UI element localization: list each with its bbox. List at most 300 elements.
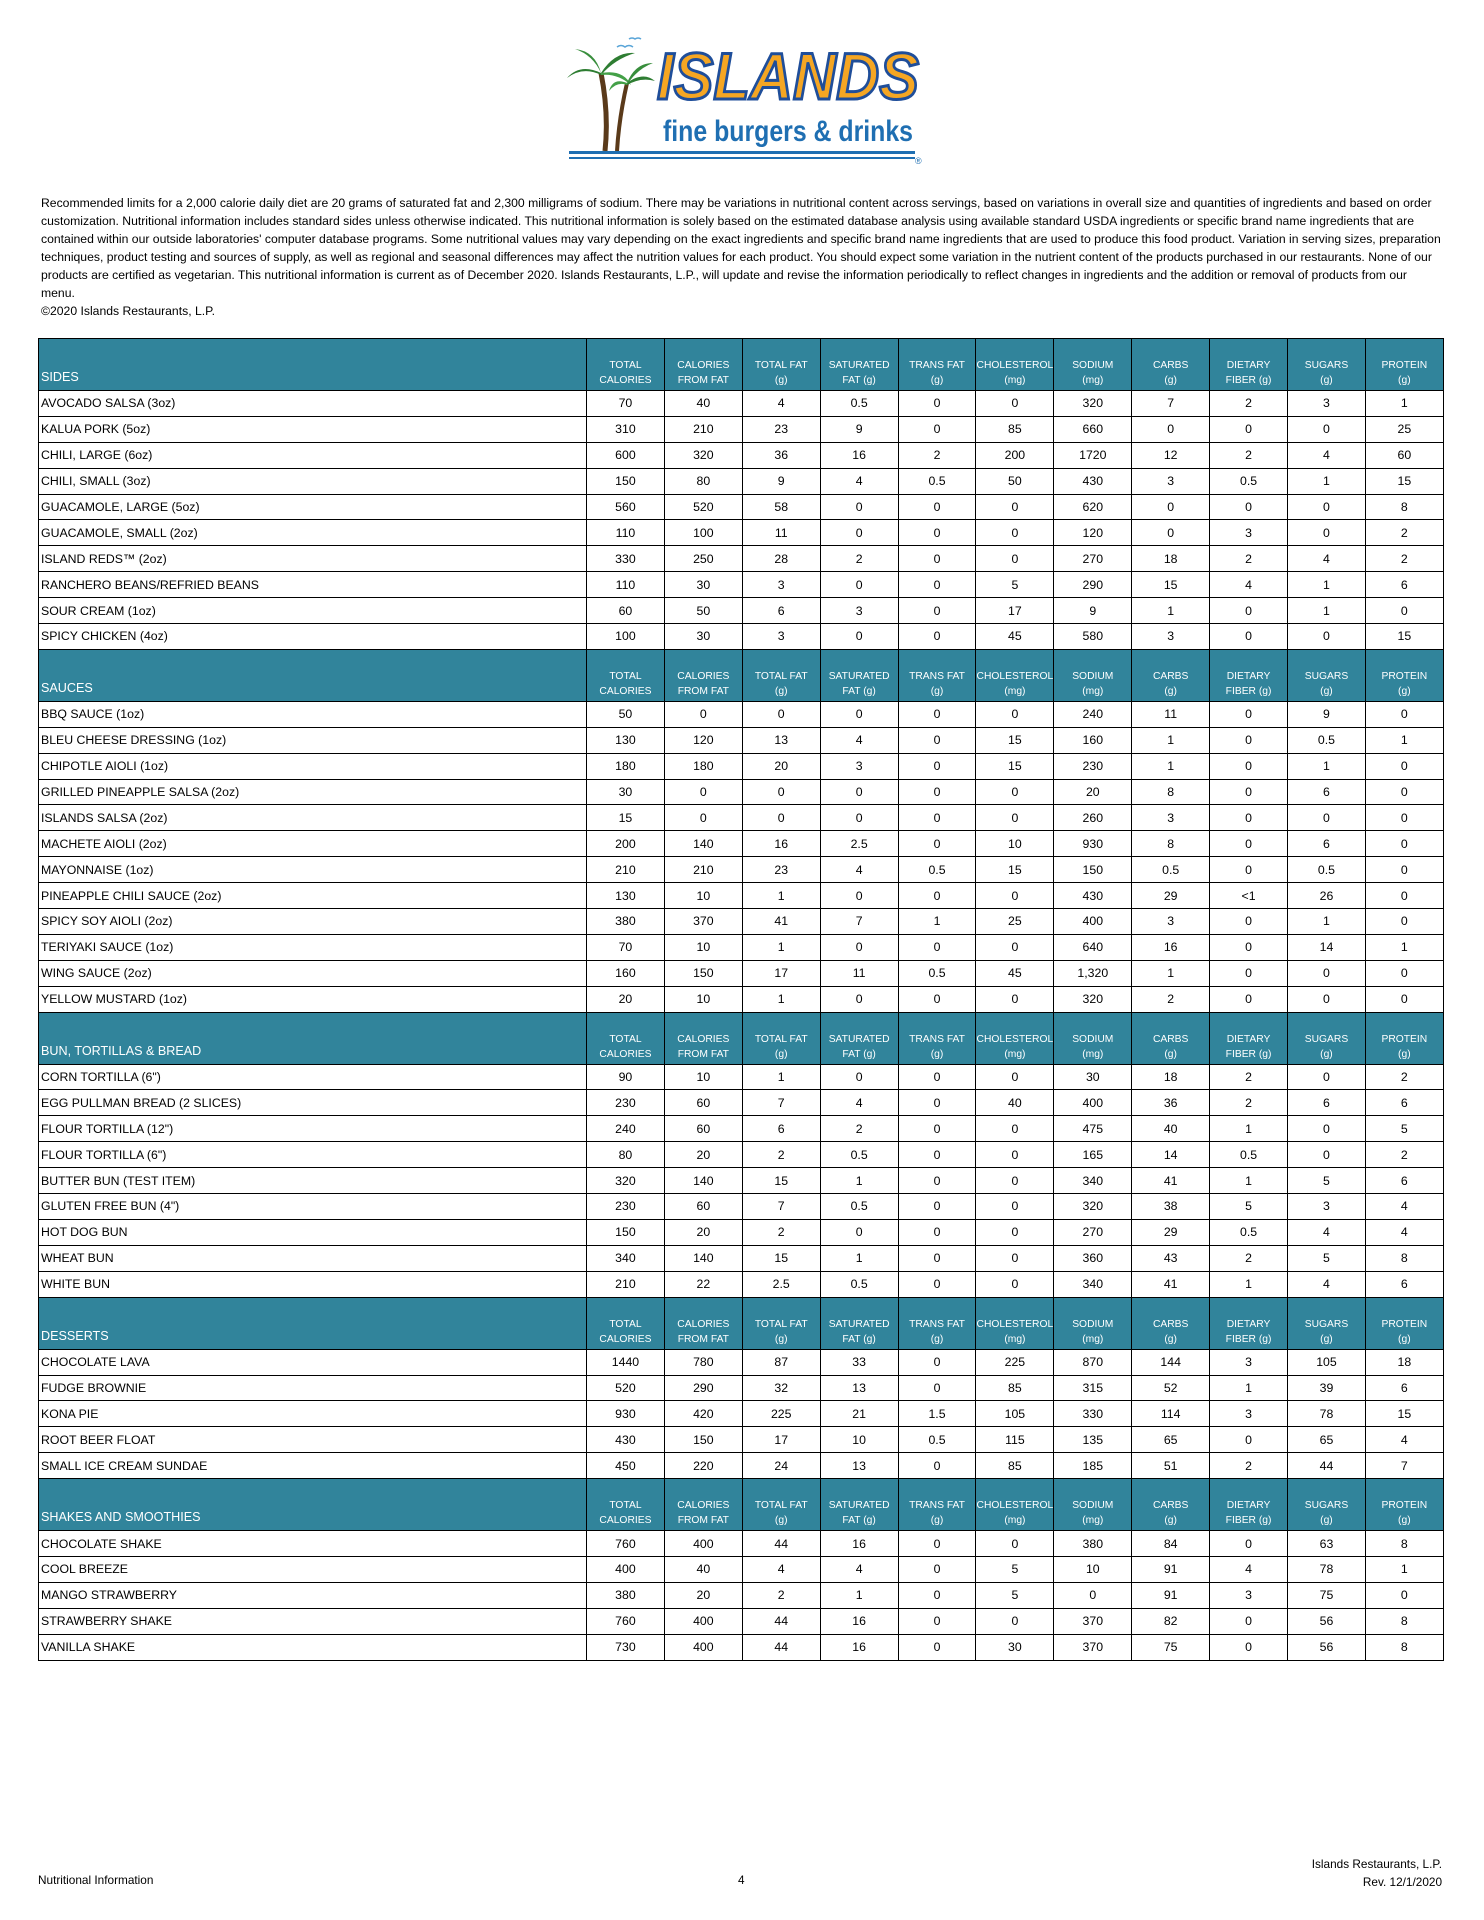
- column-header: [976, 339, 1054, 391]
- nutrient-value: 1: [1365, 1556, 1443, 1582]
- nutrient-value: 10: [664, 1064, 742, 1090]
- nutrient-value: 1: [1132, 960, 1210, 986]
- nutrient-value: 0: [820, 986, 898, 1012]
- nutrient-value: 4: [820, 1090, 898, 1116]
- nutrient-value: 240: [587, 1116, 665, 1142]
- column-header-line: SATURATED: [828, 670, 890, 682]
- nutrient-value: 200: [587, 831, 665, 857]
- column-header-line: TRANS FAT: [909, 1318, 965, 1330]
- table-row: [39, 1453, 1444, 1479]
- nutrient-value: 0: [1210, 779, 1288, 805]
- column-header: [1365, 1012, 1443, 1064]
- nutrient-value: 16: [820, 1531, 898, 1557]
- nutrient-value: 0: [976, 701, 1054, 727]
- nutrient-value: 0: [742, 701, 820, 727]
- section-header-row: [39, 649, 1444, 701]
- nutrient-value: 41: [1132, 1271, 1210, 1297]
- column-header-line: (g): [930, 1048, 944, 1060]
- nutrient-value: 930: [587, 1401, 665, 1427]
- nutrient-value: 340: [587, 1245, 665, 1271]
- column-header-line: FIBER (g): [1225, 375, 1272, 386]
- section-title: DESSERTS: [39, 1297, 587, 1349]
- page-number: 4: [738, 1873, 745, 1887]
- column-header-line: TOTAL: [609, 670, 642, 682]
- column-header: [820, 1012, 898, 1064]
- item-name: GLUTEN FREE BUN (4"): [39, 1194, 587, 1220]
- nutrient-value: 30: [587, 779, 665, 805]
- column-header-line: (g): [930, 375, 944, 386]
- column-header-line: (g): [774, 375, 788, 386]
- column-header: [1054, 339, 1132, 391]
- nutrient-value: 3: [1288, 391, 1366, 417]
- nutrient-value: 0: [898, 416, 976, 442]
- column-header-line: CALORIES: [599, 375, 652, 386]
- nutrient-value: 0: [820, 572, 898, 598]
- nutrient-value: 4: [820, 727, 898, 753]
- nutrient-value: 1: [742, 934, 820, 960]
- nutrient-value: 51: [1132, 1453, 1210, 1479]
- nutrient-value: 5: [1210, 1194, 1288, 1220]
- table-row: [39, 1349, 1444, 1375]
- nutrient-value: 660: [1054, 416, 1132, 442]
- nutrient-value: 420: [664, 1401, 742, 1427]
- column-header: [1288, 1012, 1366, 1064]
- column-header-line: SUGARS: [1304, 1033, 1349, 1045]
- table-row: [39, 1194, 1444, 1220]
- nutrient-value: 780: [664, 1349, 742, 1375]
- column-header: [742, 1297, 820, 1349]
- nutrient-value: 60: [664, 1090, 742, 1116]
- nutrient-value: 16: [820, 1608, 898, 1634]
- nutrient-value: 5: [1288, 1245, 1366, 1271]
- column-header-line: DIETARY: [1226, 360, 1271, 371]
- column-header-line: DIETARY: [1226, 670, 1271, 682]
- nutrient-value: 1: [898, 909, 976, 935]
- table-row: [39, 1245, 1444, 1271]
- nutrient-value: 225: [976, 1349, 1054, 1375]
- nutrition-table: [38, 338, 1444, 1661]
- nutrient-value: 23: [742, 857, 820, 883]
- column-header: [1054, 649, 1132, 701]
- nutrient-value: 0: [898, 1116, 976, 1142]
- nutrient-value: 210: [587, 1271, 665, 1297]
- column-header-line: CALORIES: [677, 1318, 730, 1330]
- nutrient-value: 20: [742, 753, 820, 779]
- column-header-line: (g): [930, 685, 944, 697]
- nutrient-value: 44: [742, 1634, 820, 1660]
- nutrient-value: 10: [976, 831, 1054, 857]
- nutrient-value: 2: [1210, 1453, 1288, 1479]
- column-header: [1210, 339, 1288, 391]
- footer-revision: Rev. 12/1/2020: [1362, 1875, 1442, 1889]
- nutrient-value: 730: [587, 1634, 665, 1660]
- nutrient-value: 44: [1288, 1453, 1366, 1479]
- column-header-line: (g): [930, 1333, 944, 1345]
- column-header-line: CHOLESTEROL: [976, 670, 1054, 682]
- column-header-line: CHOLESTEROL: [976, 360, 1054, 371]
- nutrient-value: 380: [587, 909, 665, 935]
- nutrient-value: 0: [898, 1064, 976, 1090]
- nutrient-value: 2: [820, 546, 898, 572]
- nutrient-value: 2: [1210, 442, 1288, 468]
- column-header-line: TOTAL: [609, 1500, 642, 1512]
- nutrient-value: 475: [1054, 1116, 1132, 1142]
- nutrient-value: 4: [1210, 572, 1288, 598]
- nutrient-value: 15: [742, 1245, 820, 1271]
- column-header-line: (g): [1164, 375, 1177, 386]
- nutrient-value: 2: [742, 1142, 820, 1168]
- column-header-line: CALORIES: [677, 360, 730, 371]
- table-row: [39, 1219, 1444, 1245]
- column-header-line: SODIUM: [1072, 1318, 1114, 1330]
- item-name: FLOUR TORTILLA (12"): [39, 1116, 587, 1142]
- column-header-line: (g): [1320, 1048, 1333, 1060]
- nutrient-value: 16: [820, 1634, 898, 1660]
- nutrient-value: 2: [1210, 1064, 1288, 1090]
- nutrient-value: 0: [976, 1219, 1054, 1245]
- item-name: WING SAUCE (2oz): [39, 960, 587, 986]
- column-header: [820, 339, 898, 391]
- nutrient-value: 0: [820, 494, 898, 520]
- nutrient-value: 225: [742, 1401, 820, 1427]
- nutrient-value: 380: [1054, 1531, 1132, 1557]
- nutrient-value: 20: [664, 1219, 742, 1245]
- nutrient-value: 2: [1210, 546, 1288, 572]
- column-header-line: TOTAL: [609, 1318, 642, 1330]
- column-header: [1365, 1297, 1443, 1349]
- column-header: [1365, 339, 1443, 391]
- nutrient-value: 44: [742, 1608, 820, 1634]
- item-name: KALUA PORK (5oz): [39, 416, 587, 442]
- nutrient-value: 105: [976, 1401, 1054, 1427]
- nutrient-value: 5: [1365, 1116, 1443, 1142]
- nutrient-value: 0: [1054, 1582, 1132, 1608]
- nutrient-value: 1: [1365, 934, 1443, 960]
- nutrient-value: 0: [898, 1556, 976, 1582]
- item-name: SPICY CHICKEN (4oz): [39, 624, 587, 650]
- nutrient-value: 0: [976, 805, 1054, 831]
- item-name: STRAWBERRY SHAKE: [39, 1608, 587, 1634]
- nutrient-value: 2: [742, 1582, 820, 1608]
- nutrient-value: 29: [1132, 1219, 1210, 1245]
- nutrient-value: 260: [1054, 805, 1132, 831]
- nutrient-value: 0.5: [1288, 727, 1366, 753]
- column-header-line: TRANS FAT: [909, 1033, 965, 1045]
- table-row: [39, 1531, 1444, 1557]
- nutrient-value: 1: [820, 1245, 898, 1271]
- nutrient-value: 3: [1132, 909, 1210, 935]
- nutrient-value: 130: [587, 883, 665, 909]
- nutrient-value: 100: [664, 520, 742, 546]
- nutrient-value: 290: [664, 1375, 742, 1401]
- column-header-line: CALORIES: [677, 1500, 730, 1512]
- item-name: EGG PULLMAN BREAD (2 SLICES): [39, 1090, 587, 1116]
- nutrient-value: 450: [587, 1453, 665, 1479]
- nutrient-value: 270: [1054, 546, 1132, 572]
- nutrient-value: 165: [1054, 1142, 1132, 1168]
- nutrient-value: 115: [976, 1427, 1054, 1453]
- nutrient-value: 0: [1365, 883, 1443, 909]
- nutrient-value: 150: [587, 1219, 665, 1245]
- nutrient-value: 0: [1365, 909, 1443, 935]
- section-header-row: [39, 1479, 1444, 1531]
- nutrient-value: 91: [1132, 1556, 1210, 1582]
- table-row: [39, 727, 1444, 753]
- nutrient-value: 8: [1365, 1608, 1443, 1634]
- nutrient-value: 0: [1132, 494, 1210, 520]
- nutrient-value: 0.5: [1288, 857, 1366, 883]
- nutrient-value: 9: [1054, 598, 1132, 624]
- table-row: [39, 883, 1444, 909]
- nutrient-value: 180: [587, 753, 665, 779]
- nutrient-value: 0: [898, 624, 976, 650]
- nutrient-value: 120: [1054, 520, 1132, 546]
- column-header-line: (mg): [1082, 685, 1104, 697]
- nutrient-value: 0: [898, 1634, 976, 1660]
- column-header-line: CALORIES: [599, 685, 652, 697]
- nutrient-value: 0: [820, 934, 898, 960]
- nutrient-value: 320: [1054, 1194, 1132, 1220]
- nutrient-value: 90: [587, 1064, 665, 1090]
- nutrient-value: 0: [898, 1608, 976, 1634]
- nutrient-value: 4: [820, 857, 898, 883]
- nutrient-value: 30: [664, 572, 742, 598]
- nutrient-value: 110: [587, 520, 665, 546]
- nutrient-value: 2.5: [742, 1271, 820, 1297]
- nutrient-value: 1: [1365, 391, 1443, 417]
- nutrient-value: 0: [1210, 1427, 1288, 1453]
- nutrient-value: 0: [898, 1531, 976, 1557]
- column-header: [898, 1012, 976, 1064]
- nutrient-value: 130: [587, 727, 665, 753]
- column-header: [1054, 1479, 1132, 1531]
- nutrient-value: 3: [1132, 624, 1210, 650]
- nutrient-value: 26: [1288, 883, 1366, 909]
- logo-wordmark: ISLANDS: [657, 39, 919, 113]
- column-header: [742, 339, 820, 391]
- column-header-line: CARBS: [1152, 1500, 1189, 1512]
- palm-tree-icon: [567, 38, 655, 151]
- nutrient-value: 20: [587, 986, 665, 1012]
- item-name: GUACAMOLE, SMALL (2oz): [39, 520, 587, 546]
- column-header: [742, 1479, 820, 1531]
- nutrient-value: 15: [1365, 1401, 1443, 1427]
- nutrient-value: 0: [1210, 1608, 1288, 1634]
- nutrient-value: 0: [1210, 831, 1288, 857]
- nutrient-value: 3: [1210, 1349, 1288, 1375]
- nutrient-value: 310: [587, 416, 665, 442]
- nutrient-value: 45: [976, 960, 1054, 986]
- nutrient-value: 6: [1288, 779, 1366, 805]
- nutrient-value: 0: [1288, 1064, 1366, 1090]
- table-row: [39, 1142, 1444, 1168]
- nutrient-value: 0: [1210, 805, 1288, 831]
- nutrient-value: 400: [664, 1634, 742, 1660]
- nutrient-value: 7: [820, 909, 898, 935]
- nutrient-value: 380: [587, 1582, 665, 1608]
- column-header-line: CALORIES: [677, 1033, 730, 1045]
- nutrient-value: 320: [587, 1168, 665, 1194]
- column-header-line: TRANS FAT: [909, 360, 965, 371]
- nutrient-value: 6: [1365, 1375, 1443, 1401]
- nutrient-value: 400: [1054, 909, 1132, 935]
- nutrient-value: 1720: [1054, 442, 1132, 468]
- column-header: [1288, 649, 1366, 701]
- column-header-line: (mg): [1004, 375, 1026, 386]
- nutrient-value: 7: [742, 1194, 820, 1220]
- nutrient-value: 18: [1365, 1349, 1443, 1375]
- disclaimer: [41, 194, 1441, 320]
- table-row: [39, 442, 1444, 468]
- column-header-line: CALORIES: [599, 1048, 652, 1060]
- nutrient-value: 70: [587, 391, 665, 417]
- nutrient-value: 0.5: [898, 468, 976, 494]
- column-header-line: SODIUM: [1072, 360, 1114, 371]
- nutrient-value: 330: [587, 546, 665, 572]
- nutrient-value: 0: [1365, 779, 1443, 805]
- nutrient-value: 16: [742, 831, 820, 857]
- nutrient-value: 6: [742, 1116, 820, 1142]
- nutrient-value: 0: [898, 831, 976, 857]
- column-header-line: FROM FAT: [677, 1333, 729, 1345]
- logo-registered: ®: [915, 156, 922, 166]
- column-header: [1054, 1297, 1132, 1349]
- nutrient-value: 18: [1132, 546, 1210, 572]
- item-name: AVOCADO SALSA (3oz): [39, 391, 587, 417]
- column-header-line: CALORIES: [599, 1515, 652, 1527]
- column-header: [1210, 1479, 1288, 1531]
- nutrient-value: 32: [742, 1375, 820, 1401]
- column-header: [1365, 649, 1443, 701]
- column-header-line: FAT (g): [842, 375, 876, 386]
- nutrient-value: 135: [1054, 1427, 1132, 1453]
- nutrient-value: 0: [898, 1453, 976, 1479]
- item-name: SMALL ICE CREAM SUNDAE: [39, 1453, 587, 1479]
- column-header-line: SATURATED: [828, 1033, 890, 1045]
- item-name: GRILLED PINEAPPLE SALSA (2oz): [39, 779, 587, 805]
- column-header: [587, 339, 665, 391]
- nutrient-value: 30: [1054, 1064, 1132, 1090]
- nutrient-value: 2: [898, 442, 976, 468]
- nutrient-value: 0: [898, 986, 976, 1012]
- nutrient-value: 2: [742, 1219, 820, 1245]
- nutrient-value: 9: [820, 416, 898, 442]
- nutrient-value: 370: [664, 909, 742, 935]
- nutrient-value: 84: [1132, 1531, 1210, 1557]
- column-header-line: CARBS: [1152, 360, 1189, 371]
- nutrient-value: 400: [664, 1531, 742, 1557]
- nutrient-value: 4: [820, 1556, 898, 1582]
- nutrient-value: 1: [1210, 1271, 1288, 1297]
- table-row: [39, 857, 1444, 883]
- nutrient-value: 200: [976, 442, 1054, 468]
- nutrient-value: 320: [1054, 391, 1132, 417]
- nutrient-value: 0: [976, 1064, 1054, 1090]
- column-header: [664, 1012, 742, 1064]
- nutrient-value: 230: [587, 1194, 665, 1220]
- nutrient-value: 400: [587, 1556, 665, 1582]
- column-header: [742, 1012, 820, 1064]
- nutrient-value: 43: [1132, 1245, 1210, 1271]
- table-row: [39, 598, 1444, 624]
- nutrient-value: 0: [976, 1245, 1054, 1271]
- column-header-line: FROM FAT: [677, 375, 729, 386]
- column-header-line: (mg): [1004, 1048, 1026, 1060]
- nutrient-value: 15: [976, 857, 1054, 883]
- nutrient-value: 39: [1288, 1375, 1366, 1401]
- column-header-line: (g): [1398, 685, 1411, 697]
- column-header-line: SUGARS: [1304, 360, 1349, 371]
- nutrient-value: 3: [742, 624, 820, 650]
- nutrient-value: 0: [820, 779, 898, 805]
- nutrient-value: 2: [1210, 1245, 1288, 1271]
- nutrient-value: 290: [1054, 572, 1132, 598]
- nutrient-value: 150: [664, 960, 742, 986]
- nutrient-value: 91: [1132, 1582, 1210, 1608]
- nutrient-value: 15: [976, 727, 1054, 753]
- nutrient-value: 3: [742, 572, 820, 598]
- nutrient-value: 11: [742, 520, 820, 546]
- item-name: MANGO STRAWBERRY: [39, 1582, 587, 1608]
- item-name: ISLAND REDS™ (2oz): [39, 546, 587, 572]
- nutrient-value: 110: [587, 572, 665, 598]
- nutrient-value: 0: [976, 779, 1054, 805]
- nutrient-value: 0: [1365, 1582, 1443, 1608]
- nutrient-value: 2: [1365, 1064, 1443, 1090]
- nutrient-value: 0: [976, 1194, 1054, 1220]
- column-header-line: (g): [1320, 375, 1333, 386]
- nutrient-value: 9: [1288, 701, 1366, 727]
- nutrient-value: 25: [1365, 416, 1443, 442]
- nutrient-value: 28: [742, 546, 820, 572]
- nutrient-value: 0: [898, 883, 976, 909]
- nutrient-value: 0: [898, 934, 976, 960]
- nutrient-value: 65: [1288, 1427, 1366, 1453]
- column-header: [898, 1297, 976, 1349]
- nutrient-value: 8: [1132, 831, 1210, 857]
- nutrient-value: 75: [1132, 1634, 1210, 1660]
- item-name: CORN TORTILLA (6"): [39, 1064, 587, 1090]
- nutrient-value: 1: [1132, 727, 1210, 753]
- table-row: [39, 1556, 1444, 1582]
- nutrient-value: 0: [898, 1219, 976, 1245]
- nutrient-value: 1: [1288, 753, 1366, 779]
- nutrient-value: 8: [1365, 494, 1443, 520]
- nutrient-value: 0: [898, 1142, 976, 1168]
- nutrient-value: 0: [820, 624, 898, 650]
- nutrient-value: 870: [1054, 1349, 1132, 1375]
- nutrient-value: 0.5: [1210, 1142, 1288, 1168]
- table-row: [39, 391, 1444, 417]
- nutrient-value: <1: [1210, 883, 1288, 909]
- nutrient-value: 0.5: [820, 391, 898, 417]
- nutrient-value: 0: [1210, 753, 1288, 779]
- nutrient-value: 80: [587, 1142, 665, 1168]
- column-header-line: FIBER (g): [1225, 685, 1272, 697]
- item-name: TERIYAKI SAUCE (1oz): [39, 934, 587, 960]
- nutrient-value: 0: [1210, 598, 1288, 624]
- nutrient-value: 0: [1288, 624, 1366, 650]
- item-name: ROOT BEER FLOAT: [39, 1427, 587, 1453]
- nutrient-value: 0: [1288, 986, 1366, 1012]
- table-row: [39, 1401, 1444, 1427]
- column-header-line: (g): [774, 1333, 788, 1345]
- nutrient-value: 16: [1132, 934, 1210, 960]
- nutrient-value: 0: [1210, 1634, 1288, 1660]
- nutrient-value: 38: [1132, 1194, 1210, 1220]
- nutrient-value: 15: [1365, 624, 1443, 650]
- column-header-line: (g): [774, 1048, 788, 1060]
